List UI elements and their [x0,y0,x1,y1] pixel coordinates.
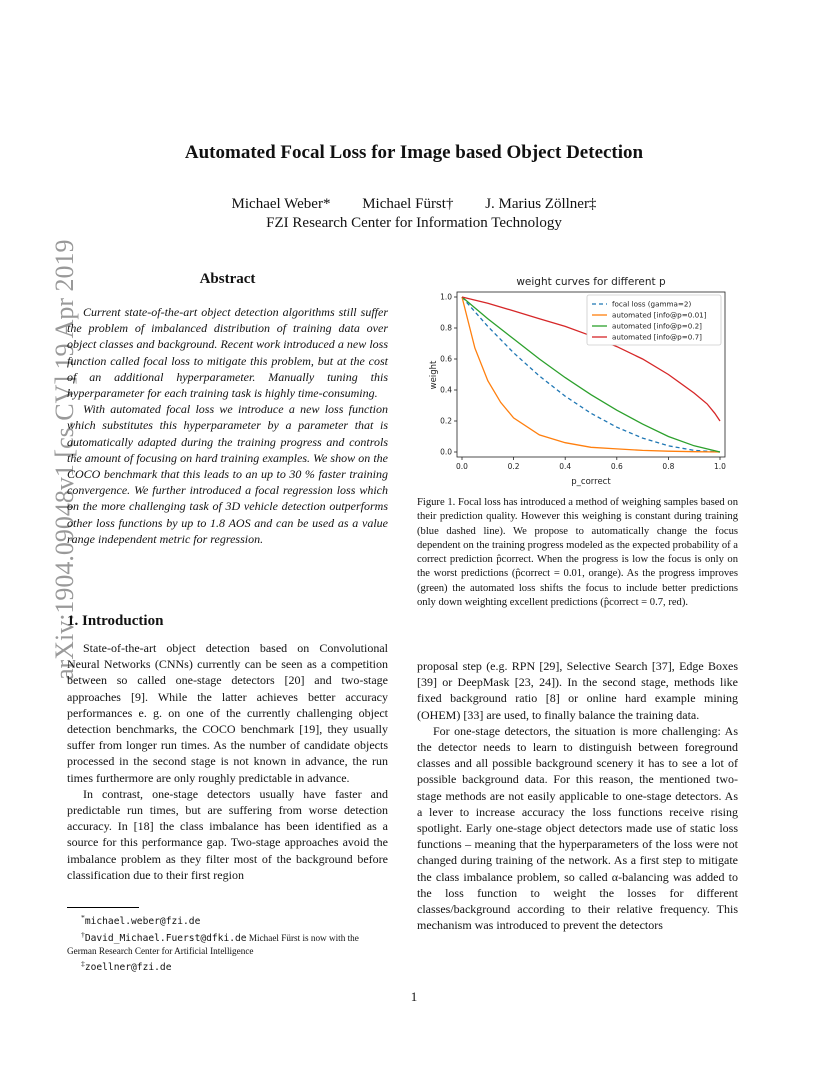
arxiv-stamp-text: arXiv:1904.09048v1 [cs.CV] 19 Apr 2019 [50,239,79,680]
footnotes [67,912,388,974]
footnote-1 [67,912,388,929]
footnote-3-mark: ‡ [81,958,85,968]
affiliation: FZI Research Center for Information Technology [266,215,562,231]
weight-curve-chart [417,270,738,490]
intro-paragraph-1: State-of-the-art object detection based on Convolutional Neural Networks (CNNs) currently can be seen as a competition between so called one-stage detectors [20] and two-stage approaches [9]. While the latter achieves better accuracy performances e. g. on one of the currently challenging object detection benchmarks, the COCO benchmark [19], they usually suffer from longer run times. As the number of candidate objects processed in the second stage is not known in advance, the run times furthermore are only roughly predictable in advance. [67,641,388,785]
y-tick-label: 1.0 [440,292,452,302]
paper-title: Automated Focal Loss for Image based Object Detection [184,142,644,163]
y-tick-label: 0.8 [440,323,452,333]
x-tick-label: 0.6 [610,462,623,471]
footnote-2-text: Michael Fürst is now with the German Research Center for Artificial Intelligence [67,932,359,957]
legend-label-1: focal loss (gamma=2) [612,299,692,309]
figure-1 [417,270,738,490]
abstract-paragraph-2: With automated focal loss we introduce a new loss function which substitutes this hyperparameter by a parameter that is automatically adapted during the training progress and controls the amount of focusing on hard training examples. We show on the COCO benchmark that this leads to an up to 30 % faster training convergence. We further introduced a focal regression loss which on the more challenging task of 3D vehicle detection outperforms other loss functions by up to 1.8 AOS and can be used as a value range independent metric for regression. [67,402,388,546]
abstract-paragraph-1: Current state-of-the-art object detection algorithms still suffer the problem of imbalanced distribution of training data over object classes and background. Recent work introduced a new loss function called focal loss to mitigate this problem, but at the cost of an additional hyperparameter. Manually tuning this hyperparameter for each training task is highly time-consuming. [67,305,388,401]
x-tick-label: 1.0 [714,462,726,471]
abstract-heading-text: Abstract [199,271,256,287]
author-list [0,196,828,213]
footnote-2-mark: † [81,929,85,939]
footnote-3-email[interactable]: zoellner@fzi.de [84,961,172,973]
intro-heading [67,612,388,630]
footnote-2 [67,929,388,958]
y-axis-label: weight [429,360,439,390]
footnote-1-mark: * [81,913,85,922]
legend-label-3: automated [info@p=0.2] [612,321,702,331]
figure-caption: Figure 1. Focal loss has introduced a method of weighing samples based on their prediction quality. However this weighing is constant during training (blue dashed line). We propose to automatically change the focus dependent on the training progress modeled as the expected probability of a correct prediction p̂correct. When the progress is low the focus is only on the worst predictions (p̂correct = 0.01, orange). As the progress improves (green) the automated loss shifts the focus to include better predictions only down weighting excellent predictions (p̂correct = 0.7, red). [417,497,738,609]
chart-legend [587,295,721,345]
author-2: Michael Fürst† [362,196,454,212]
author-3: J. Marius Zöllner‡ [485,196,597,212]
y-tick-label: 0.2 [440,416,452,426]
legend-label-2: automated [info@p=0.01] [612,310,707,320]
legend-label-4: automated [info@p=0.7] [612,332,702,342]
footnote-3 [67,958,388,975]
intro-paragraph-2: In contrast, one-stage detectors usually have faster and predictable run times, but are suffering from worse detection accuracy. In [18] the class imbalance has been identified as a source for this performance gap. Two-stage approaches avoid the imbalance problem as they filter most of the background before classification due to their first region [67,786,388,882]
y-tick-label: 0.0 [440,447,452,457]
footnote-2-email[interactable]: David_Michael.Fuerst@dfki.de [84,932,247,944]
right-column-body [417,658,738,933]
x-tick-label: 0.2 [507,462,520,471]
right-paragraph-2: For one-stage detectors, the situation is more challenging: As the detector needs to learn to distinguish between foreground classes and all possible background scenery it has to see a lot of possible background data. For this reason, the mentioned two-stage methods are not easily applicable to one-stage detectors. As a lever to increase accuracy the loss functions receive rising spotlight. Early one-stage object detectors made use of static loss functions – meaning that the hyperparameters of the loss were not changed during training of the network. As a first step to mitigate the class imbalance problem, so called α-balancing was added to the loss function to weight the losses for different classes/background according to their relative frequency. This mechanism was introduced to prevent the detectors [417,723,738,933]
intro-body [67,640,388,883]
x-tick-label: 0.8 [662,462,675,471]
footnote-1-email[interactable]: michael.weber@fzi.de [84,916,201,928]
abstract-body [67,304,388,547]
chart-title: weight curves for different p [516,276,666,288]
author-1: Michael Weber* [231,196,331,212]
y-tick-label: 0.4 [440,385,452,395]
x-tick-label: 0.0 [456,462,468,471]
page-number: 1 [410,989,418,1004]
right-paragraph-1: proposal step (e.g. RPN [29], Selective Search [37], Edge Boxes [39] or DeepMask [23, 24]). In the second stage, methods like fixed background ratio [8] or online hard example mining (OHEM) [33] are used, to finally balance the training data. [417,659,738,722]
x-axis-label: p_correct [571,477,611,487]
arxiv-stamp [10,239,79,680]
footnote-rule [67,907,139,908]
abstract-heading [67,270,388,288]
x-tick-label: 0.4 [559,462,572,471]
intro-heading-text: 1. Introduction [67,613,164,629]
y-tick-label: 0.6 [440,354,452,364]
